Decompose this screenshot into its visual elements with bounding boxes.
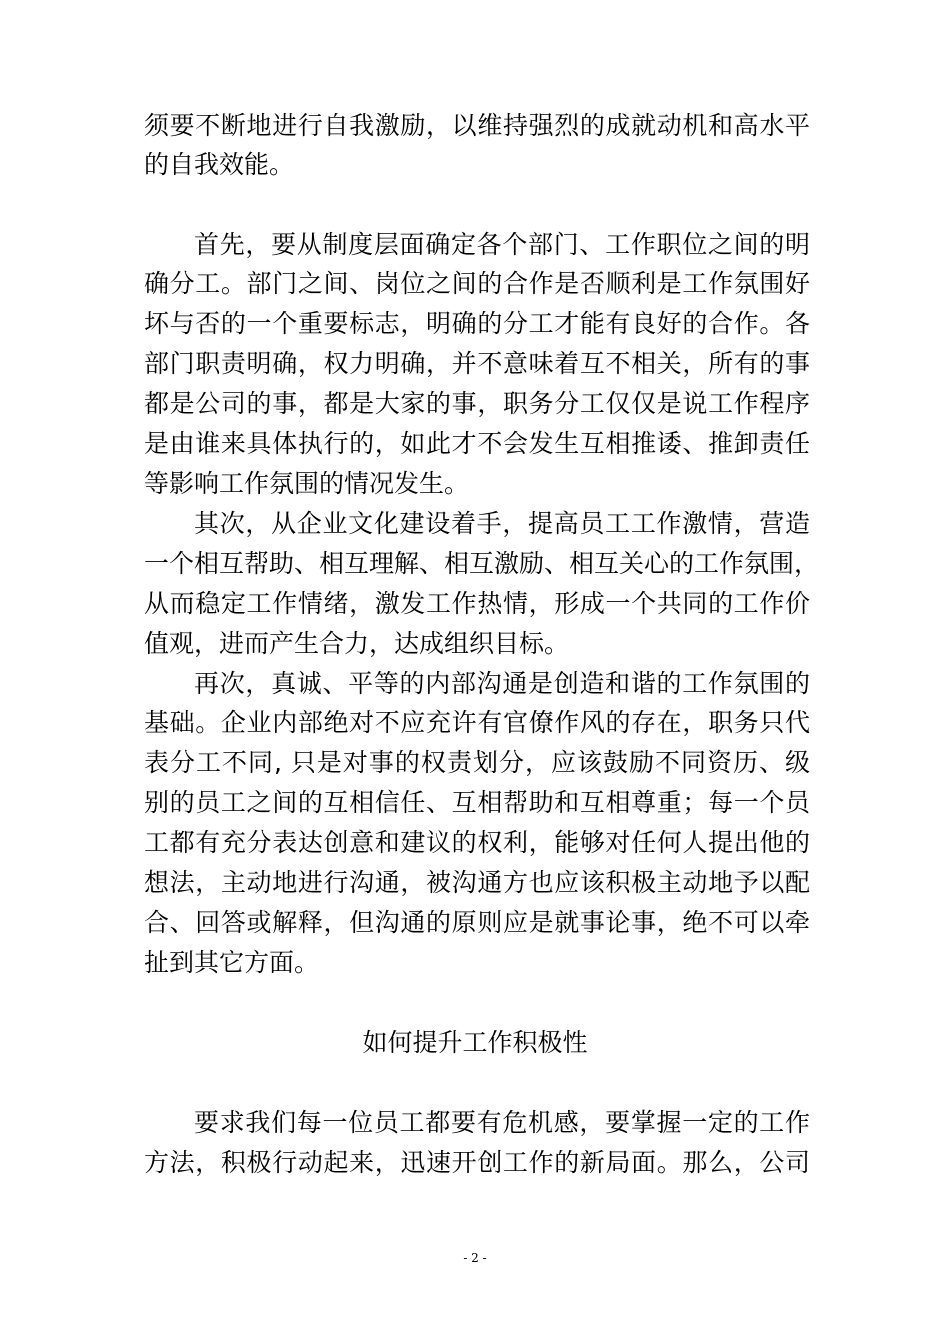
text-line: 等影响工作氛围的情况发生。 — [144, 469, 470, 498]
text-line: 确分工。部门之间、岗位之间的合作是否顺利是工作氛围好 — [144, 269, 810, 298]
text-line: 须要不断地进行自我激励，以维持强烈的成就动机和高水平 — [144, 111, 810, 140]
text-line: 一个相互帮助、相互理解、相互激励、相互关心的工作氛围， — [144, 549, 820, 578]
text-line: 基础。企业内部绝对不应充许有官僚作风的存在，职务只代 — [144, 708, 810, 737]
text-line: 的自我效能。 — [144, 150, 295, 179]
text-line: 从而稳定工作情绪，激发工作热情，形成一个共同的工作价 — [144, 589, 810, 618]
text-line: 是由谁来具体执行的，如此才不会发生互相推诿、推卸责任 — [144, 429, 810, 458]
section-heading: 如何提升工作积极性 — [362, 1028, 588, 1057]
text-line: 扯到其它方面。 — [144, 948, 320, 977]
text-line: 坏与否的一个重要标志，明确的分工才能有良好的合作。各 — [144, 309, 810, 338]
text-line: 值观，进而产生合力，达成组织目标。 — [144, 629, 570, 658]
text-line: 首先，要从制度层面确定各个部门、工作职位之间的明 — [194, 230, 810, 259]
text-line: 都是公司的事，都是大家的事，职务分工仅仅是说工作程序 — [144, 389, 810, 418]
page-number: - 2 - — [463, 1251, 487, 1265]
text-line: 方法，积极行动起来，迅速开创工作的新局面。那么，公司 — [144, 1148, 810, 1177]
text-line: 想法，主动地进行沟通，被沟通方也应该积极主动地予以配 — [144, 868, 810, 897]
text-line: 表分工不同, 只是对事的权责划分，应该鼓励不同资历、级 — [144, 748, 810, 777]
text-line: 部门职责明确，权力明确，并不意味着互不相关，所有的事 — [144, 349, 810, 378]
text-line: 合、回答或解释，但沟通的原则应是就事论事，绝不可以牵 — [144, 908, 810, 937]
text-line: 要求我们每一位员工都要有危机感，要掌握一定的工作 — [194, 1108, 810, 1137]
text-line: 再次，真诚、平等的内部沟通是创造和谐的工作氛围的 — [194, 669, 810, 698]
text-line: 其次，从企业文化建设着手，提高员工工作激情，营造 — [194, 509, 810, 538]
text-line: 别的员工之间的互相信任、互相帮助和互相尊重；每一个员 — [144, 788, 810, 817]
text-line: 工都有充分表达创意和建议的权利，能够对任何人提出他的 — [144, 828, 810, 857]
